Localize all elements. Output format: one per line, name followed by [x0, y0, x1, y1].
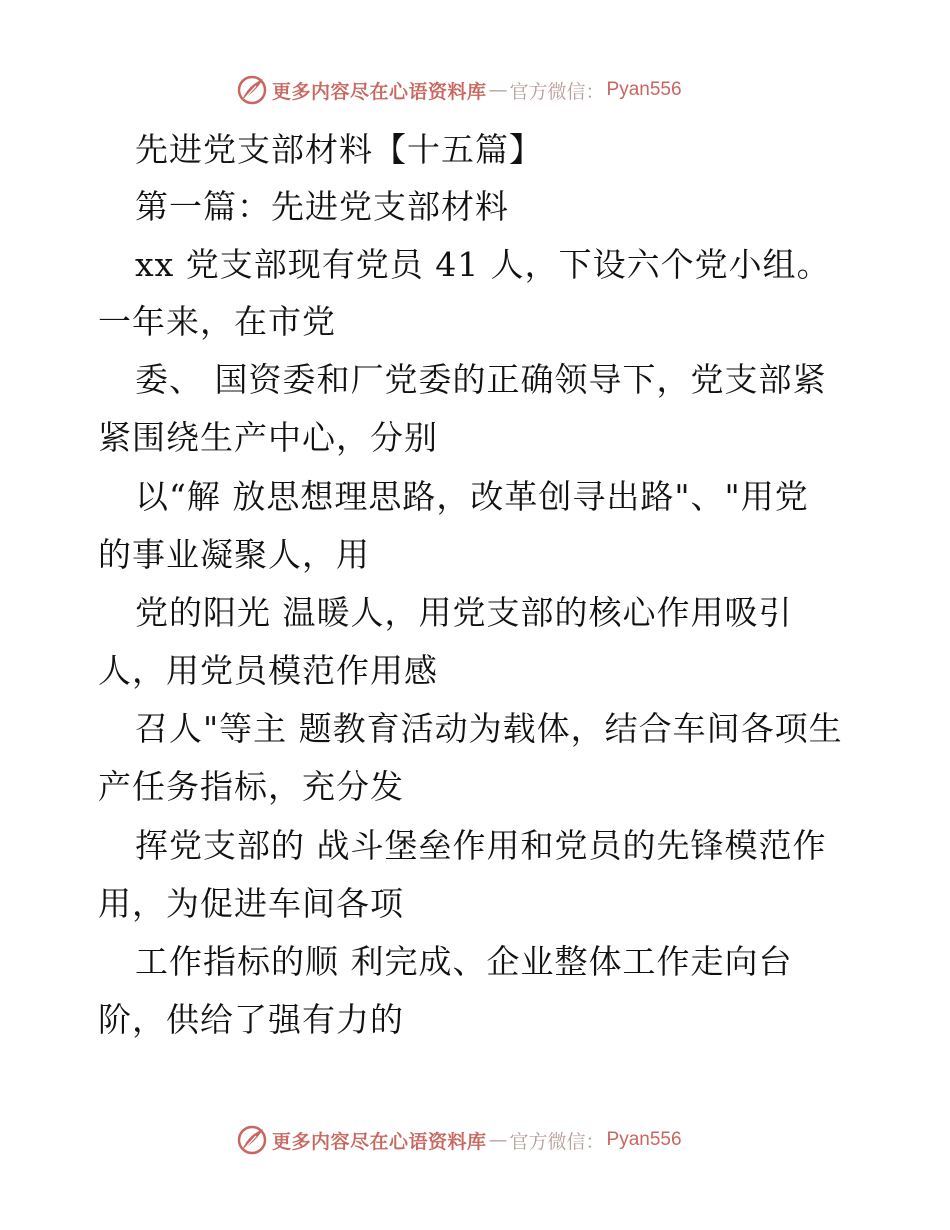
paragraph-line: 产任务指标，充分发 [98, 767, 404, 806]
paragraph-line: xx 党支部现有党员 41 人，下设六个党小组。 [135, 245, 831, 284]
paragraph-line: 挥党支部的 战斗堡垒作用和党员的先锋模范作 [135, 826, 827, 865]
document-title: 先进党支部材料【十五篇】 [135, 130, 543, 169]
footer-wechat-label: 官方微信： [509, 1130, 605, 1153]
paragraph-line: 人，用党员模范作用感 [98, 651, 438, 690]
paragraph-line: 委、 国资委和厂党委的正确领导下，党支部紧 [135, 360, 827, 399]
header-separator: — [488, 79, 508, 101]
section-heading: 第一篇：先进党支部材料 [135, 187, 509, 226]
paragraph-line: 阶，供给了强有力的 [98, 1000, 404, 1039]
feather-pen-logo-icon [236, 1124, 268, 1156]
paragraph-line: 紧围绕生产中心，分别 [98, 418, 438, 457]
paragraph-line: 用，为促进车间各项 [98, 884, 404, 923]
paragraph-line: 党的阳光 温暖人，用党支部的核心作用吸引 [135, 593, 793, 632]
footer-wechat-handle: Pyan556 [606, 1129, 682, 1150]
feather-pen-logo-icon [236, 74, 268, 106]
paragraph-line: 的事业凝聚人，用 [98, 535, 370, 574]
footer-site-name: 更多内容尽在心语资料库 [272, 1130, 487, 1153]
paragraph-line: 召人"等主 题教育活动为载体，结合车间各项生 [135, 709, 843, 748]
paragraph-line: 以“解 放思想理思路，改革创寻出路"、"用党 [135, 477, 809, 516]
paragraph-line: 一年来，在市党 [98, 302, 336, 341]
header-wechat-label: 官方微信： [509, 80, 605, 103]
header-banner [236, 73, 682, 107]
footer-separator: — [488, 1129, 508, 1151]
header-site-name: 更多内容尽在心语资料库 [272, 80, 487, 103]
footer-banner [236, 1123, 682, 1157]
header-wechat-handle: Pyan556 [606, 79, 682, 100]
paragraph-line: 工作指标的顺 利完成、企业整体工作走向台 [135, 942, 793, 981]
